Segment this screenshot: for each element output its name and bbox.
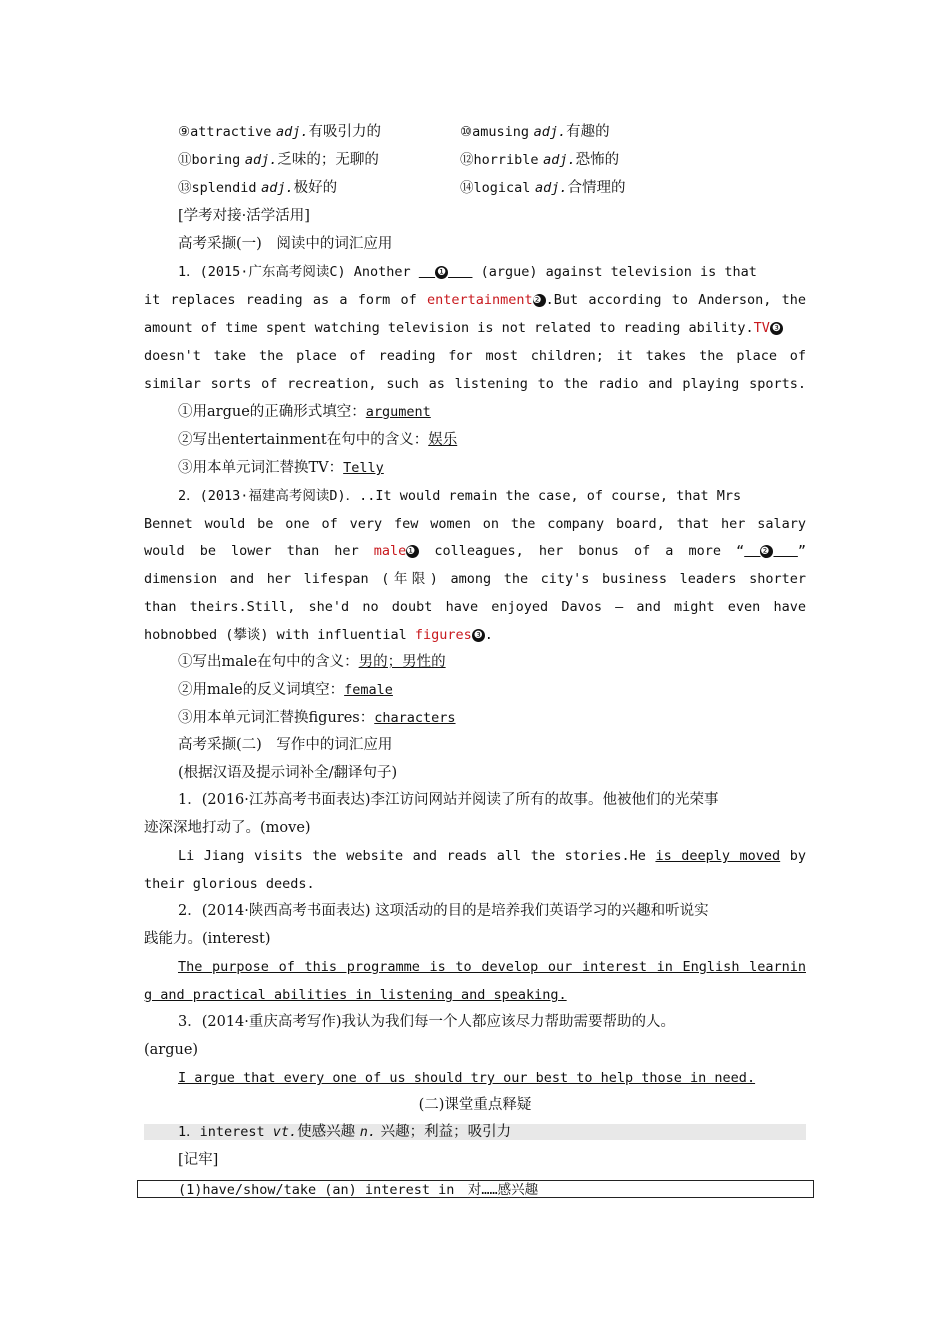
w2-answer-line-1: The purpose of this programme is to develop our interest in English learnin xyxy=(178,959,806,975)
q2-line-6 xyxy=(144,625,806,645)
vocab-pos: adj. xyxy=(533,124,567,140)
q2-sub-answer: female xyxy=(344,682,393,698)
q1-line-3 xyxy=(144,318,806,338)
vocab-row-1 xyxy=(178,122,806,142)
w2-line-2: 践能力。(interest) xyxy=(144,931,271,947)
marker-1-icon: ❶ xyxy=(435,266,448,279)
q2-line-5: than theirs.Still, she'd no doubt have enjoyed Davos — and might even have xyxy=(144,599,806,615)
q2-line-2: Bennet would be one of very few women on the company board, that her salary xyxy=(144,516,806,532)
vocab-pos: adj. xyxy=(261,180,294,196)
q1-text: 1．(2015·广东高考阅读C) Another xyxy=(178,264,419,280)
q1-line-1 xyxy=(178,262,806,282)
section-heading: [学考对接·活学活用] xyxy=(178,208,310,224)
w2-line-1: 2．(2014·陕西高考书面表达) 这项活动的目的是培养我们英语学习的兴趣和听说实 xyxy=(178,903,709,919)
marker-2-icon: ❷ xyxy=(760,545,773,558)
vocab-def: 合情理的 xyxy=(567,180,626,196)
vocab-word: ⑬splendid xyxy=(178,180,257,196)
q1-line-2 xyxy=(144,290,806,310)
q1-sub-answer: argument xyxy=(365,404,431,420)
q1-sub-answer: 娱乐 xyxy=(428,432,458,448)
q1-line-5: similar sorts of recreation, such as listening to the radio and playing sports. xyxy=(144,376,806,392)
q1-highlight: entertainment xyxy=(426,292,533,308)
q2-line-4: dimension and her lifespan (年限) among the city's business leaders shorter xyxy=(144,571,806,587)
part2-note: (根据汉语及提示词补全/翻译句子) xyxy=(178,765,398,781)
marker-3-icon: ❸ xyxy=(472,629,485,642)
q2-sub-answer: characters xyxy=(374,710,456,726)
vocab-def: 乏味的；无聊的 xyxy=(277,152,379,168)
item1-heading xyxy=(178,1122,806,1142)
item1-word: 1．interest xyxy=(178,1124,273,1140)
q2-text: hobnobbed (攀谈) with influential xyxy=(144,627,415,643)
q2-text: . xyxy=(484,627,493,643)
part2-title: 高考采撷(二) 写作中的词汇应用 xyxy=(178,737,393,753)
q1-blank-1 xyxy=(419,262,473,282)
vocab-word: ⑪boring xyxy=(178,152,241,168)
item1-def: 使感兴趣 xyxy=(297,1124,360,1140)
vocab-row-2 xyxy=(178,150,806,170)
q1-text: (argue) against television is that xyxy=(472,264,757,280)
q1-sub-3 xyxy=(178,458,806,478)
q2-text: would be lower than her xyxy=(144,543,374,559)
vocab-def: 有趣的 xyxy=(566,124,610,140)
q2-sub-answer: 男的；男性的 xyxy=(358,654,446,670)
vocab-def: 极好的 xyxy=(293,180,338,196)
q2-sub-question: ①写出male在句中的含义： xyxy=(178,654,359,670)
q1-sub-question: ③用本单元词汇替换TV： xyxy=(178,460,344,476)
vocab-word: ⑭logical xyxy=(460,180,531,196)
q2-highlight: male xyxy=(373,543,407,559)
w2-answer-line-2: g and practical abilities in listening and speaking. xyxy=(144,987,567,1003)
vocab-word: ⑨attractive xyxy=(178,124,272,140)
q1-sub-answer: Telly xyxy=(343,460,384,476)
part1-title: 高考采撷(一) 阅读中的词汇应用 xyxy=(178,236,393,252)
q2-sub-1 xyxy=(178,652,806,672)
w1-line-2: 迹深深地打动了。(move) xyxy=(144,820,311,836)
w3-line-1: 3．(2014·重庆高考写作)我认为我们每一个人都应该尽力帮助需要帮助的人。 xyxy=(178,1014,676,1030)
w3-answer: I argue that every one of us should try our best to help those in need. xyxy=(178,1070,756,1086)
q2-highlight: figures xyxy=(414,627,472,643)
q2-line-1: 2．(2013·福建高考阅读D)．..It would remain the case, of course, that Mrs xyxy=(178,488,742,504)
q2-sub-3 xyxy=(178,708,806,728)
vocab-def: 有吸引力的 xyxy=(308,124,382,140)
q1-sub-question: ①用argue的正确形式填空： xyxy=(178,404,366,420)
q1-sub-question: ②写出entertainment在句中的含义： xyxy=(178,432,429,448)
q2-line-3 xyxy=(144,541,806,561)
vocab-pos: adj. xyxy=(244,152,278,168)
q2-sub-question: ②用male的反义词填空： xyxy=(178,682,345,698)
q1-text: .But according to Anderson, the xyxy=(545,292,806,308)
q2-text: ” xyxy=(797,543,806,559)
item1-def: 兴趣；利益；吸引力 xyxy=(376,1124,512,1140)
w1-line-3 xyxy=(178,846,806,866)
marker-1-icon: ❶ xyxy=(406,545,419,558)
q1-sub-1 xyxy=(178,402,806,422)
vocab-row-3 xyxy=(178,178,806,198)
q2-blank xyxy=(744,541,798,561)
w3-line-2: (argue) xyxy=(144,1042,199,1058)
q1-text: amount of time spent watching television is not related to reading ability. xyxy=(144,320,754,336)
vocab-pos: adj. xyxy=(276,124,309,140)
w1-answer: is deeply moved xyxy=(655,848,781,864)
marker-2-icon: ❷ xyxy=(533,294,546,307)
vocab-pos: adj. xyxy=(543,152,576,168)
q1-text: it replaces reading as a form of xyxy=(144,292,427,308)
q1-line-4: doesn't take the place of reading for most children; it takes the place of xyxy=(144,348,806,364)
w1-line-4: their glorious deeds. xyxy=(144,876,315,892)
remember-label: [记牢] xyxy=(178,1152,219,1168)
vocab-def: 恐怖的 xyxy=(575,152,620,168)
vocab-word: ⑫horrible xyxy=(460,152,539,168)
vocab-pos: adj. xyxy=(535,180,568,196)
w1-line-1: 1．(2016·江苏高考书面表达)李江访问网站并阅读了所有的故事。他被他们的光荣事 xyxy=(178,792,719,808)
q2-sub-question: ③用本单元词汇替换figures： xyxy=(178,710,375,726)
w1-text: Li Jiang visits the website and reads all the stories.He xyxy=(178,848,656,864)
q2-sub-2 xyxy=(178,680,806,700)
item1-pos: n. xyxy=(359,1124,377,1140)
q2-text: colleagues, her bonus of a more “ xyxy=(419,543,745,559)
marker-3-icon: ❸ xyxy=(770,322,783,335)
item1-pos: vt. xyxy=(272,1124,298,1140)
q1-sub-2 xyxy=(178,430,806,450)
section2-title: (二)课堂重点释疑 xyxy=(418,1097,532,1113)
phrase-1: (1)have/show/take (an) interest in 对……感兴趣 xyxy=(178,1182,539,1198)
q1-highlight: TV xyxy=(753,320,770,336)
vocab-word: ⑩amusing xyxy=(460,124,529,140)
w1-text: by xyxy=(780,848,806,864)
